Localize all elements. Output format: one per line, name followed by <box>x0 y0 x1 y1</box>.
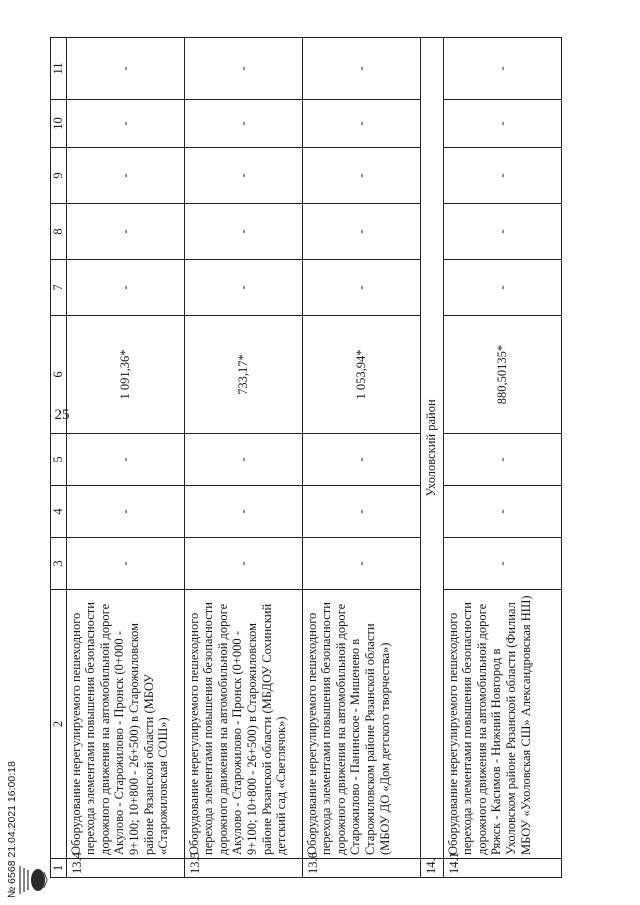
header-cell: 8 <box>51 204 67 260</box>
rotated-table-frame <box>50 38 585 878</box>
header-cell: 4 <box>51 486 67 538</box>
table-row <box>302 38 420 878</box>
row-id: 13.4 <box>66 859 184 878</box>
cell-c11: - <box>443 38 561 100</box>
row-description: Оборудование нерегулируемого пешеходного перехода элементами повышения безопасности дорожного движения на автомобильной дороге Старожилово - Панинское - Мишенево в Старожиловском районе Рязанской области (МБОУ ДО «Дом детского творчества») <box>302 590 420 859</box>
cell-c7: - <box>66 260 184 316</box>
cell-c11: - <box>66 38 184 100</box>
row-id: 13.6 <box>302 859 420 878</box>
cell-c3: - <box>184 538 302 590</box>
cell-c9: - <box>302 148 420 204</box>
cell-c4: - <box>66 486 184 538</box>
cell-c3: - <box>443 538 561 590</box>
header-cell: 3 <box>51 538 67 590</box>
cell-c4: - <box>184 486 302 538</box>
header-cell: 11 <box>51 38 67 100</box>
cell-c5: - <box>302 434 420 486</box>
row-id: 14.1 <box>443 859 561 878</box>
header-cell: 1 <box>51 859 67 878</box>
header-cell: 9 <box>51 148 67 204</box>
cell-c5: - <box>184 434 302 486</box>
cell-c8: - <box>302 204 420 260</box>
header-cell: 2 <box>51 590 67 859</box>
row-description: Оборудование нерегулируемого пешеходного перехода элементами повышения безопасности дорожного движения на автомобильной дороге Ряжск - Касимов - Нижний Новгород в Ухоловском районе Рязанской области (Филиал МБОУ «Ухоловская СШ» Александровская НШ) <box>443 590 561 859</box>
row-description: Оборудование нерегулируемого пешеходного перехода элементами повышения безопасности дорожного движения на автомобильной дороге Акулово - Старожилово - Пронск (0+000 - 9+100; 10+800 - 26+500) в Старожиловском районе Рязанской области (МБДОУ Сохинский детский сад «Светлячок») <box>184 590 302 859</box>
table-row <box>184 38 302 878</box>
table-row <box>443 38 561 878</box>
header-cell: 6 <box>51 316 67 434</box>
cell-c4: - <box>443 486 561 538</box>
region-title: Ухоловский район <box>420 38 443 859</box>
region-row <box>420 38 443 878</box>
cell-c5: - <box>66 434 184 486</box>
header-row <box>51 38 67 878</box>
cell-c9: - <box>66 148 184 204</box>
cell-amount: 1 053,94* <box>302 316 420 434</box>
cell-c3: - <box>302 538 420 590</box>
cell-c7: - <box>443 260 561 316</box>
row-description: Оборудование нерегулируемого пешеходного перехода элементами повышения безопасности дорожного движения на автомобильной дороге Акулово - Старожилово - Пронск (0+000 - 9+100; 10+800 - 26+500) в Старожиловском районе Рязанской области (МБОУ «Старожиловская СОШ») <box>66 590 184 859</box>
row-id: 13.5 <box>184 859 302 878</box>
cell-c8: - <box>66 204 184 260</box>
measures-table <box>50 37 562 878</box>
document-registration-stamp: № 6568 21.04.2021 16:00:18 <box>6 761 18 898</box>
cell-amount: 1 091,36* <box>66 316 184 434</box>
cell-c9: - <box>184 148 302 204</box>
cell-c10: - <box>184 100 302 148</box>
header-cell: 10 <box>51 100 67 148</box>
page-number: 25 <box>54 407 70 423</box>
cell-c8: - <box>184 204 302 260</box>
cell-amount: 733,17* <box>184 316 302 434</box>
cell-c7: - <box>184 260 302 316</box>
cell-c9: - <box>443 148 561 204</box>
cell-c5: - <box>443 434 561 486</box>
cell-c11: - <box>302 38 420 100</box>
cell-c11: - <box>184 38 302 100</box>
seal-stamp-icon <box>14 860 48 900</box>
cell-c4: - <box>302 486 420 538</box>
table-row <box>66 38 184 878</box>
cell-c7: - <box>302 260 420 316</box>
cell-c8: - <box>443 204 561 260</box>
cell-c10: - <box>443 100 561 148</box>
cell-c3: - <box>66 538 184 590</box>
cell-amount: 880,50135* <box>443 316 561 434</box>
cell-c10: - <box>302 100 420 148</box>
header-cell: 5 <box>51 434 67 486</box>
header-cell: 7 <box>51 260 67 316</box>
region-id: 14. <box>420 859 443 878</box>
cell-c10: - <box>66 100 184 148</box>
